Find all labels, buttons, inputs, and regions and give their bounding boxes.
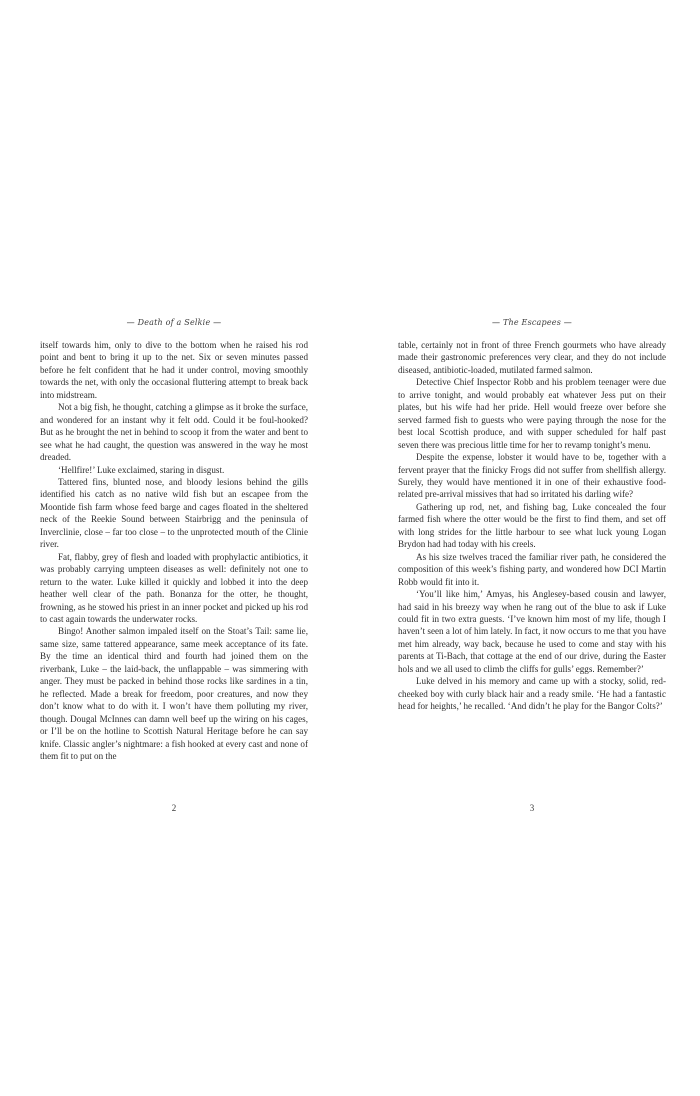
paragraph: Tattered fins, blunted nose, and bloody lesions behind the gills identified his catch as no native wild fish but an escapee from the Moontide fish farm whose feed barge and cages floated in the sheltered neck of the Reekie Sound between Stairbrigg and the peninsula of Inverclinie, close – far too close – to the unprotected mouth of the Clinie river. [40,476,308,550]
left-page-number: 2 [171,803,177,813]
paragraph: itself towards him, only to dive to the bottom when he raised his rod point and bent to bring it up to the net. Six or seven minutes passed before he felt confident that he had it under control, moving smoothly towards the net, with only the occasional fluttering attempt to break back into midstream. [40,340,308,400]
paragraph: Gathering up rod, net, and fishing bag, Luke concealed the four farmed fish where the otter would be the first to find them, and set off with long strides for the little harbour to see what luck young Logan Brydon had had today with his creels. [398,501,666,550]
left-page-body [40,339,308,762]
paragraph: As his size twelves traced the familiar river path, he considered the composition of this week’s fishing party, and wondered how DCI Martin Robb would fit into it. [398,551,666,587]
right-page [398,318,666,813]
paragraph: Luke delved in his memory and came up with a stocky, solid, red-cheeked boy with curly black hair and a ready smile. ‘He had a fantastic head for heights,’ he recalled. ‘And didn’t he play for the Bangor Colts?’ [398,676,666,712]
right-running-head: — The Escapees — [492,318,572,327]
paragraph: Not a big fish, he thought, catching a glimpse as it broke the surface, and wondered for an instant why it felt odd. Could it be foul-hooked? But as he brought the net in behind to scoop it from the water and bent to see what he had caught, the question was answered in the way he most dreaded. [40,402,309,463]
right-page-body [398,339,666,713]
paragraph: table, certainly not in front of three French gourmets who have already made their gastronomic preferences very clear, and they do not include diseased, antibiotic-loaded, mutilated farmed salmon. [398,340,666,375]
left-running-head: — Death of a Selkie — [126,318,222,327]
paragraph: Fat, flabby, grey of flesh and loaded with prophylactic antibiotics, it was probably carrying umpteen diseases as well: definitely not one to return to the water. Luke killed it quickly and lobbed it into the deep heather well clear of the path. Bonanza for the otter, he thought, frowning, as he stowed his priest in an inner pocket and picked up his rod to cast again towards the underwater rocks. [40,551,308,624]
paragraph: ‘You’ll like him,’ Amyas, his Anglesey-based cousin and lawyer, had said in his breezy way when he rang out of the blue to ask if Luke could fit in two extra guests. ‘I’ve known him most of my life, though I haven’t seen a lot of him lately. In fact, it now occurs to me that you have met him already, way back, because he used to come and stay with his parents at Ti-Bach, that cottage at the end of our drive, during the Easter hols and we all used to climb the cliffs for gulls’ eggs. Remember?’ [398,589,666,674]
paragraph: Despite the expense, lobster it would have to be, together with a fervent prayer that the finicky Frogs did not suffer from shellfish allergy. Surely, they would have mentioned it in one of their exhaustive food-related pre-arrival missives that had so irritated his darling wife? [398,452,666,500]
paragraph: Bingo! Another salmon impaled itself on the Stoat’s Tail: same lie, same size, same tattered appearance, same meek acceptance of its fate. By the time an identical third and fourth had joined them on the riverbank, Luke – the laid-back, the unflappable – was simmering with anger. They must be packed in behind those rocks like sardines in a tin, he reflected. Made a break for freedom, poor creatures, and now they don’t know what to do with it. I won’t have them polluting my river, though. Dougal McInnes can damn well beef up the wiring on his cages, or I’ll be on the hotline to Scottish Natural Heritage before he can say knife. Classic angler’s nightmare: a fish hooked at every cast and none of them fit to put on the [40,626,308,761]
right-page-number: 3 [529,803,535,813]
paragraph: Detective Chief Inspector Robb and his problem teenager were due to arrive tonight, and would probably eat whatever Jess put on their plates, but his wife had her pride. Hell would freeze over before she served farmed fish to guests who were paying through the nose for the best local Scottish produce, and with supper scheduled for half past seven there was precious little time for her to revamp tonight’s menu. [398,377,666,450]
paragraph: ‘Hellfire!’ Luke exclaimed, staring in disgust. [58,464,225,475]
left-page [40,318,309,813]
